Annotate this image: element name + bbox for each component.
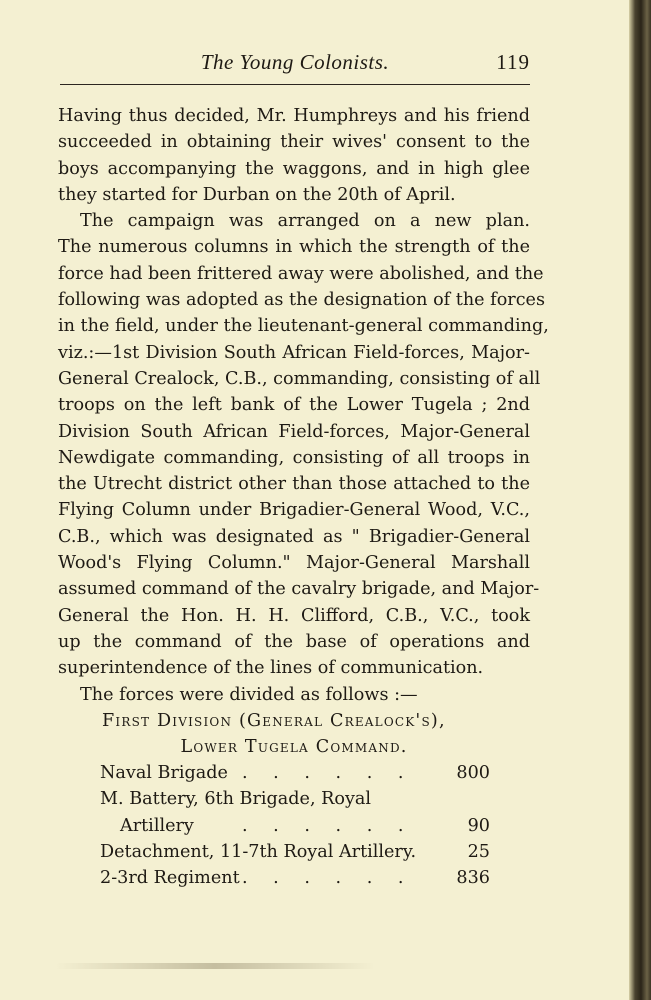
table-row (100, 786, 490, 812)
text-line: succeeded in obtaining their wives' consent to the (58, 132, 530, 153)
division-heading-line-2: Lower Tugela Command. (180, 737, 408, 758)
paragraph-3 (58, 682, 530, 708)
unit-name: Artillery (120, 815, 194, 836)
text-line: The forces were divided as follows :— (80, 684, 418, 705)
text-line: up the command of the base of operations and (58, 631, 530, 652)
page-number: 119 (496, 50, 530, 74)
text-line: viz.:—1st Division South African Field-forces, Major- (58, 342, 530, 363)
page-shadow-mark (55, 963, 375, 969)
text-line: General Crealock, C.B., commanding, consisting of all (58, 368, 541, 389)
text-line: General the Hon. H. H. Clifford, C.B., V.C., took (58, 605, 530, 626)
body-text (58, 103, 549, 760)
text-line: Having thus decided, Mr. Humphreys and his friend (58, 106, 530, 126)
text-line: Flying Column under Brigadier-General Wood, V.C., (58, 500, 530, 521)
unit-name: Detachment, 11-7th Royal Artillery. (100, 841, 417, 862)
text-line: The campaign was arranged on a new plan. (80, 211, 530, 232)
text-line: the Utrecht district other than those attached to the (58, 474, 530, 495)
unit-strength: 25 (467, 841, 490, 862)
table-row (100, 865, 490, 891)
text-line: C.B., which was designated as " Brigadier-General (58, 526, 530, 547)
book-spine-edge (629, 0, 651, 1000)
leader-dots: . . . . . . (242, 763, 414, 783)
text-line: The numerous columns in which the strength of the (58, 237, 530, 258)
division-heading-line-1: First Division (General Crealock's), (102, 710, 446, 731)
leader-dots: . . . . . . (242, 815, 414, 836)
unit-strength: 836 (456, 868, 490, 889)
unit-name: 2-3rd Regiment (100, 868, 240, 889)
header-rule (60, 84, 530, 85)
unit-strength: 90 (467, 815, 490, 836)
text-line: they started for Durban on the 20th of April. (58, 184, 456, 205)
unit-name: M. Battery, 6th Brigade, Royal (100, 789, 372, 810)
text-line: Wood's Flying Column." Major-General Marshall (58, 553, 530, 574)
table-row (100, 813, 490, 839)
unit-strength: 800 (456, 763, 490, 783)
page-header (60, 50, 530, 80)
table-row (100, 760, 490, 786)
paragraph-1 (58, 103, 530, 208)
text-line: Newdigate commanding, consisting of all troops in (58, 447, 530, 468)
text-line: in the field, under the lieutenant-general commanding, (58, 316, 549, 337)
text-line: superintendence of the lines of communication. (58, 658, 484, 679)
paragraph-2 (58, 208, 549, 681)
forces-table (100, 760, 490, 891)
text-line: assumed command of the cavalry brigade, and Major- (58, 579, 540, 600)
text-line: boys accompanying the waggons, and in high glee (58, 158, 530, 179)
text-line: force had been frittered away were abolished, and the (58, 263, 544, 284)
text-line: troops on the left bank of the Lower Tugela ; 2nd (58, 395, 530, 416)
division-heading (58, 708, 530, 761)
table-row (100, 839, 490, 865)
unit-name: Naval Brigade (100, 763, 228, 783)
text-line: following was adopted as the designation of the forces (58, 290, 545, 311)
text-line: Division South African Field-forces, Major-General (58, 421, 530, 442)
leader-dots: . . . . . . (242, 868, 414, 889)
running-title: The Young Colonists. (200, 50, 390, 74)
